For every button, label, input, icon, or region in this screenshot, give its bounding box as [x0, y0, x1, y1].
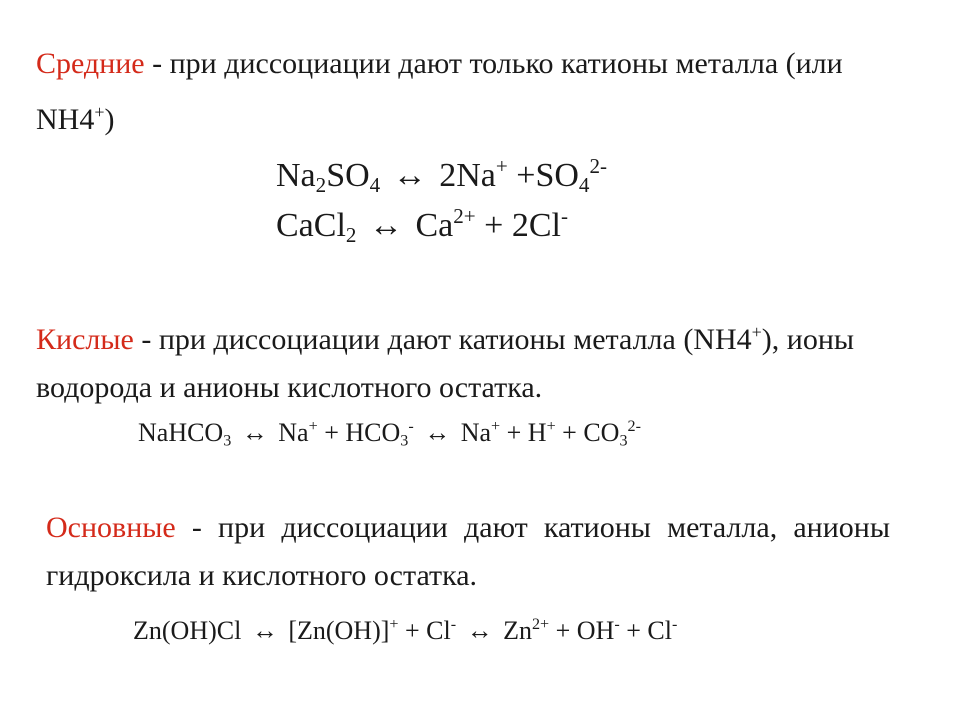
formula-text: 2Na [439, 157, 496, 195]
formula-text: + 2Cl [475, 207, 561, 245]
formula-text: NaHCO [138, 418, 224, 447]
definition-medium-salts [36, 40, 896, 144]
formula-text: +SO [507, 157, 579, 195]
definition-text: - при диссоциации дают катионы металла (NH4 [133, 323, 752, 356]
equation-nahco3 [138, 418, 641, 451]
superscript: - [450, 616, 457, 634]
superscript: - [671, 616, 678, 634]
superscript: - [614, 616, 620, 634]
formula-text: + Cl [619, 616, 672, 645]
formula-text: Ca [415, 207, 454, 245]
superscript: + [546, 418, 556, 436]
formula-text: + CO [555, 418, 620, 447]
formula-text: CaCl [276, 207, 346, 245]
double-arrow-icon: ↔ [360, 207, 412, 245]
subscript: 4 [369, 172, 381, 197]
formula-text: + HCO [317, 418, 401, 447]
double-arrow-icon: ↔ [460, 616, 500, 645]
double-arrow-icon: ↔ [384, 157, 436, 195]
formula-text: Zn [503, 616, 532, 645]
superscript: 2+ [453, 204, 476, 228]
superscript: 2- [627, 418, 641, 436]
subscript: 3 [619, 432, 628, 450]
superscript: - [560, 204, 569, 228]
superscript: - [408, 418, 414, 436]
formula-text: Na [460, 418, 492, 447]
double-arrow-icon: ↔ [245, 616, 285, 645]
superscript: + [94, 102, 105, 122]
equation-cacl2 [276, 204, 568, 248]
formula-text: + Cl [398, 616, 451, 645]
subscript: 2 [345, 222, 357, 247]
definition-text-end: ) [104, 103, 115, 136]
subscript: 4 [578, 172, 590, 197]
subscript: 3 [400, 432, 409, 450]
formula-text: + H [500, 418, 547, 447]
formula-text: Na [278, 418, 309, 447]
subscript: 2 [315, 172, 327, 197]
superscript: + [491, 418, 501, 436]
definition-basic-salts [46, 504, 890, 600]
definition-text: - при диссоциации дают только катионы металла (или NH4 [36, 47, 843, 136]
formula-text: [Zn(OH)] [288, 616, 390, 645]
subscript: 3 [223, 432, 232, 450]
double-arrow-icon: ↔ [417, 418, 457, 447]
term-medium-salts: Средние [36, 47, 145, 80]
superscript: 2+ [532, 616, 550, 634]
superscript: + [389, 616, 399, 634]
superscript: + [751, 322, 762, 342]
term-acid-salts: Кислые [36, 323, 134, 356]
definition-text: - при диссоциации дают катионы металла, анионы гидроксила и кислотного остатка. [46, 511, 890, 592]
formula-text: Zn(OH)Cl [133, 616, 242, 645]
definition-text-end: ), ионы водорода и анионы кислотного остатка. [36, 323, 855, 404]
double-arrow-icon: ↔ [235, 418, 275, 447]
term-basic-salts: Основные [46, 511, 176, 544]
superscript: + [495, 154, 508, 178]
equation-na2so4 [276, 154, 607, 198]
equation-zn-oh-cl [133, 616, 677, 646]
definition-acid-salts [36, 308, 896, 412]
formula-text: SO [326, 157, 370, 195]
superscript: + [308, 418, 318, 436]
superscript: 2- [589, 154, 608, 178]
formula-text: Na [276, 157, 316, 195]
formula-text: + OH [549, 616, 615, 645]
